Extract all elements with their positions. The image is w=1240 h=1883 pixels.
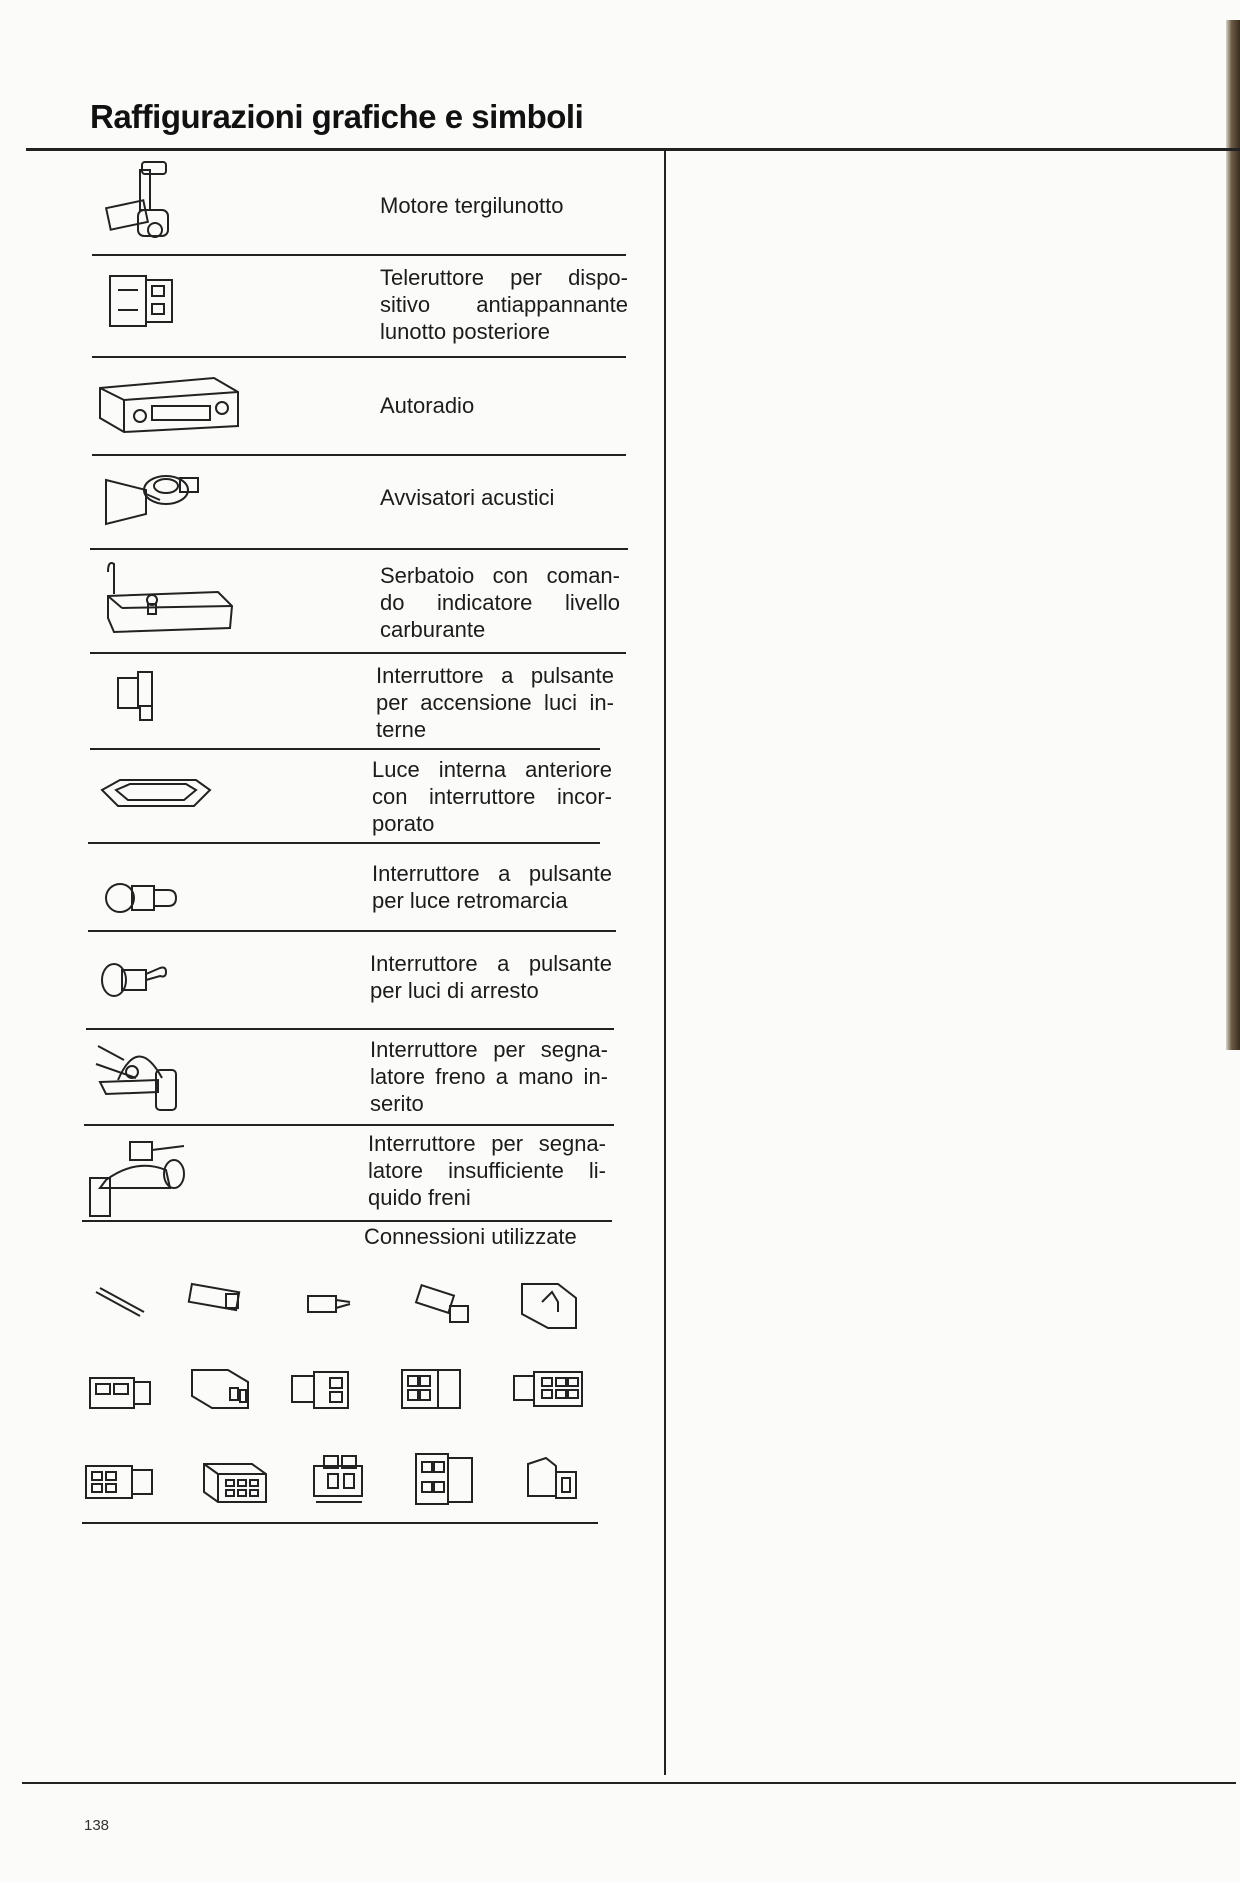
row-divider <box>92 356 626 358</box>
brake-fluid-switch-icon <box>86 1134 196 1229</box>
item-label: Interruttore per segna- latore freno a mano in- serito <box>370 1037 608 1116</box>
row-divider <box>82 1220 612 1222</box>
column-divider <box>664 150 666 1775</box>
page-number: 138 <box>84 1817 110 1834</box>
push-switch-icon <box>110 668 170 729</box>
section-end-rule <box>82 1522 598 1524</box>
item-label: Teleruttore per dispo- sitivo antiappannante lunotto posteriore <box>380 265 628 344</box>
six-way-connector-icon <box>510 1364 586 1417</box>
row-divider <box>92 254 626 256</box>
relay-icon <box>104 270 184 339</box>
block-connector-icon <box>398 1362 464 1419</box>
blade-terminal-icon <box>186 1280 244 1321</box>
connections-title: Connessioni utilizzate <box>364 1224 577 1249</box>
two-way-connector-icon <box>86 1368 154 1419</box>
row-divider <box>90 748 600 750</box>
footer-rule <box>22 1782 1236 1784</box>
row-divider <box>90 652 626 654</box>
angled-connector-icon <box>522 1454 582 1509</box>
header-rule <box>26 148 1240 151</box>
row-divider <box>86 1028 614 1030</box>
interior-light-icon <box>98 772 214 819</box>
item-label: Autoradio <box>380 393 475 418</box>
car-radio-icon <box>96 372 246 439</box>
item-label: Serbatoio con coman- do indicatore livello carburante <box>380 563 620 642</box>
fuel-tank-icon <box>98 552 238 649</box>
item-label: Interruttore a pulsante per accensione luci in- terne <box>376 663 614 742</box>
row-divider <box>84 1124 614 1126</box>
item-label: Motore tergilunotto <box>380 193 564 218</box>
handbrake-switch-icon <box>94 1040 186 1121</box>
reverse-light-switch-icon <box>102 864 186 931</box>
row-divider <box>88 842 600 844</box>
stop-light-switch-icon <box>98 950 172 1007</box>
item-label: Avvisatori acustici <box>380 485 555 510</box>
four-way-connector-icon <box>288 1366 352 1419</box>
stacked-connector-icon <box>410 1448 478 1515</box>
item-label: Interruttore per segna- latore insufficiente li- quido freni <box>368 1131 606 1210</box>
item-label: Luce interna anteriore con interruttore incor- porato <box>372 757 612 836</box>
item-label: Interruttore a pulsante per luce retromarcia <box>372 861 612 913</box>
row-divider <box>92 454 626 456</box>
row-divider <box>90 548 628 550</box>
multi-pin-housing-icon <box>200 1458 270 1511</box>
right-angle-connector-icon <box>518 1278 582 1339</box>
three-way-connector-icon <box>188 1362 254 1419</box>
pin-connector-icon <box>92 1286 148 1327</box>
fuse-holder-connector-icon <box>306 1452 374 1517</box>
bullet-connector-icon <box>414 1284 474 1331</box>
multi-pin-connector-icon <box>82 1458 156 1509</box>
page-title: Raffigurazioni grafiche e simboli <box>90 98 584 135</box>
wiper-motor-icon <box>100 158 190 253</box>
flat-connector-icon <box>304 1290 352 1323</box>
horn-icon <box>100 464 210 535</box>
book-binding-edge <box>1226 20 1240 1050</box>
row-divider <box>88 930 616 932</box>
item-label: Interruttore a pulsante per luci di arresto <box>370 951 612 1003</box>
